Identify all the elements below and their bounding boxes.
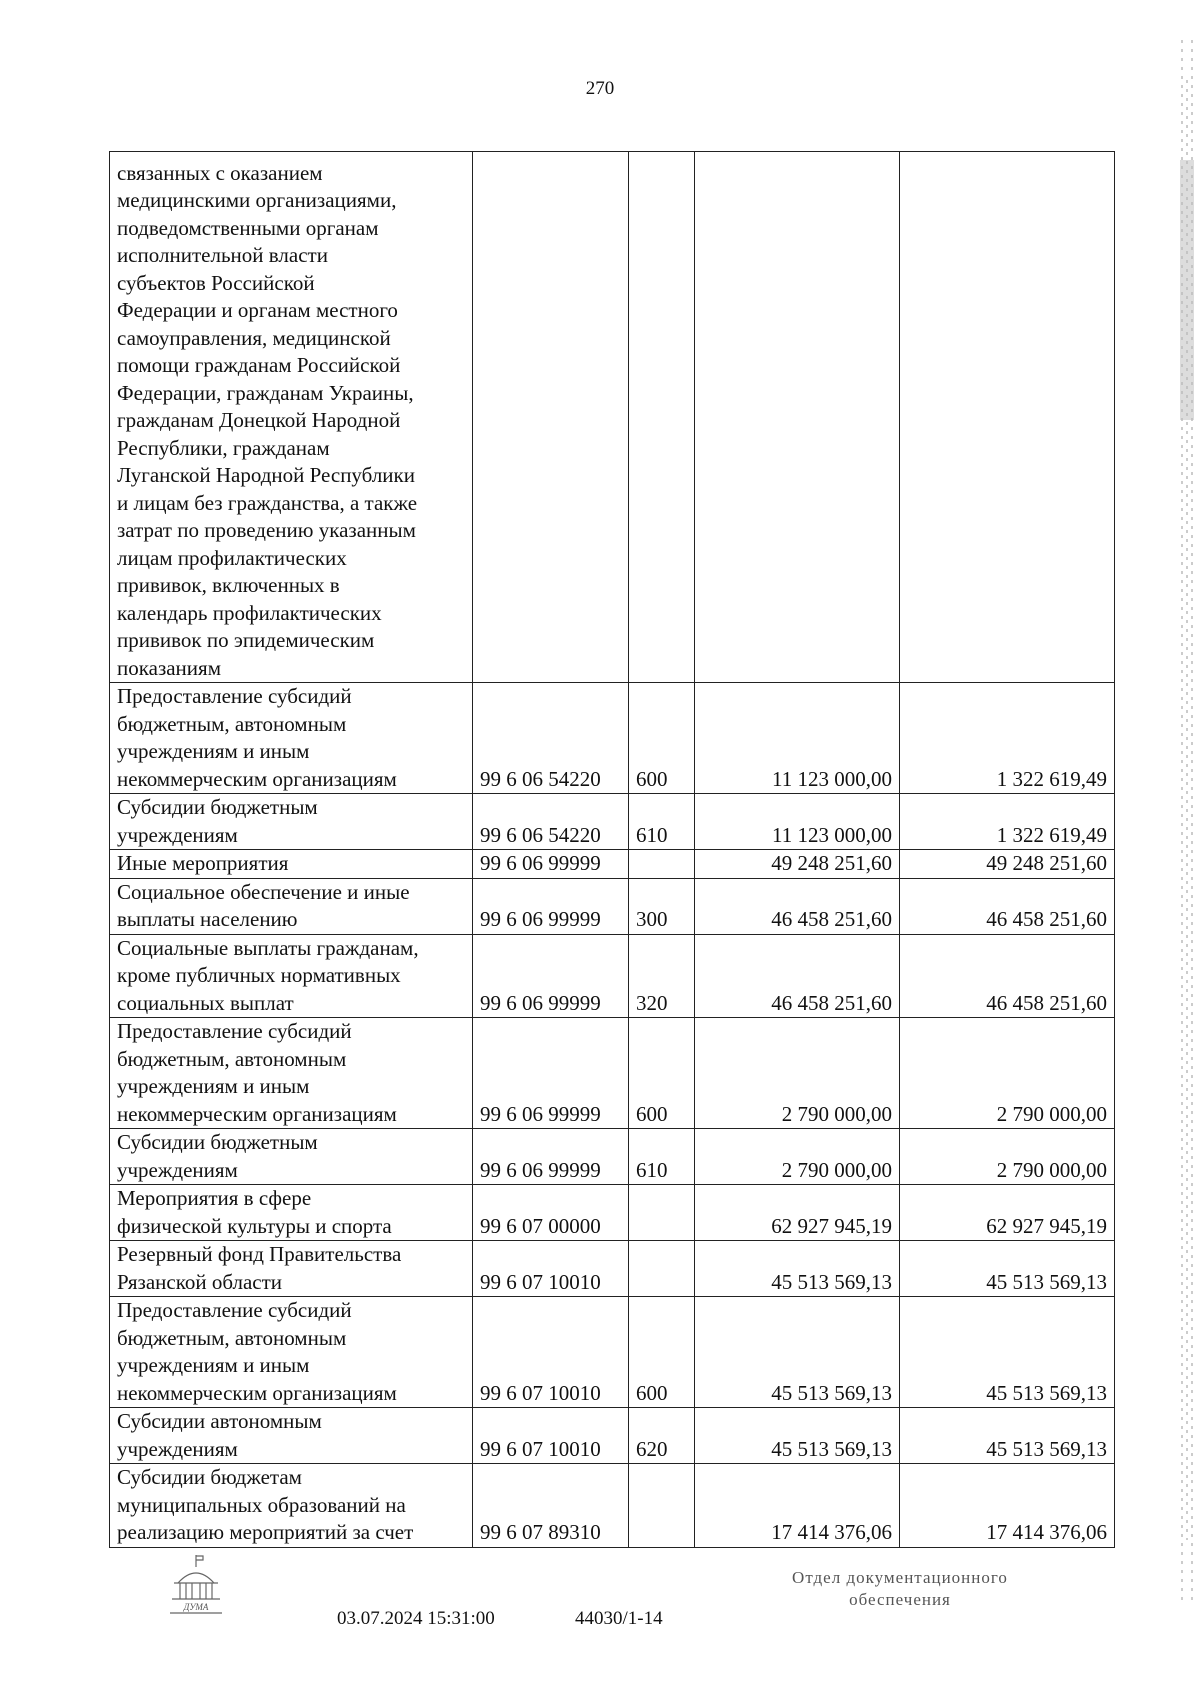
- row-name-cell: [110, 683, 473, 794]
- table-row: [110, 1241, 1115, 1297]
- row-type-cell-text: 600: [636, 1101, 668, 1126]
- row-sum1-cell: [695, 1241, 900, 1297]
- row-name-cell-text: Иные мероприятия: [117, 851, 289, 875]
- row-sum1-cell: [695, 794, 900, 850]
- row-sum1-cell-text: 45 513 569,13: [771, 1269, 892, 1294]
- row-name-cell-text: Мероприятия в сфере физической культуры и спорта: [117, 1186, 392, 1238]
- row-type-cell: [629, 794, 695, 850]
- row-type-cell: [629, 1018, 695, 1129]
- row-code-cell: [473, 1129, 629, 1185]
- row-sum2-cell-text: 17 414 376,06: [986, 1520, 1107, 1544]
- row-name-cell: [110, 1241, 473, 1297]
- row-type-cell-text: 610: [636, 822, 668, 847]
- row-sum2-cell: [900, 1241, 1115, 1297]
- row-sum2-cell: [900, 683, 1115, 794]
- row-code-cell: [473, 794, 629, 850]
- row-type-cell: [629, 1408, 695, 1464]
- row-sum1-cell-text: 2 790 000,00: [781, 1157, 892, 1182]
- row-name-cell-text: Предоставление субсидий бюджетным, автономным учреждениям и иным некоммерческим организациям: [117, 1298, 397, 1405]
- row-sum2-cell: [900, 1408, 1115, 1464]
- row-sum1-cell: [695, 878, 900, 934]
- row-sum1-cell: [695, 1297, 900, 1408]
- table-row: [110, 683, 1115, 794]
- budget-table-body: [110, 152, 1115, 1548]
- stamp-line-2: обеспечения: [849, 1590, 951, 1609]
- row-sum2-cell-text: 45 513 569,13: [986, 1436, 1107, 1461]
- row-name-cell: [110, 1408, 473, 1464]
- row-name-cell-text: Субсидии бюджетным учреждениям: [117, 795, 318, 847]
- row-name-cell: [110, 878, 473, 934]
- row-sum2-cell: [900, 1464, 1115, 1548]
- row-sum2-cell-text: 49 248 251,60: [986, 851, 1107, 875]
- row-type-cell: [629, 850, 695, 879]
- row-code-cell-text: 99 6 06 99999: [480, 851, 601, 875]
- row-sum1-cell-text: 45 513 569,13: [771, 1380, 892, 1405]
- row-sum1-cell-text: 49 248 251,60: [771, 851, 892, 875]
- row-code-cell-text: 99 6 07 10010: [480, 1380, 601, 1405]
- row-name-cell-text: Предоставление субсидий бюджетным, автономным учреждениям и иным некоммерческим организациям: [117, 1019, 397, 1126]
- row-sum2-cell: [900, 934, 1115, 1018]
- row-code-cell-text: 99 6 06 54220: [480, 766, 601, 791]
- row-sum2-cell-text: 45 513 569,13: [986, 1269, 1107, 1294]
- row-type-cell-text: 610: [636, 1157, 668, 1182]
- row-sum1-cell: [695, 1408, 900, 1464]
- table-row: [110, 1297, 1115, 1408]
- row-sum2-cell: [900, 152, 1115, 683]
- row-sum1-cell: [695, 683, 900, 794]
- row-name-cell: [110, 152, 473, 683]
- department-stamp: [760, 1567, 1040, 1611]
- row-code-cell: [473, 1018, 629, 1129]
- row-sum1-cell: [695, 152, 900, 683]
- row-code-cell-text: 99 6 07 10010: [480, 1269, 601, 1294]
- row-sum2-cell-text: 46 458 251,60: [986, 907, 1107, 931]
- row-type-cell: [629, 878, 695, 934]
- table-row: [110, 850, 1115, 879]
- scan-edge-artifact: [1178, 40, 1196, 1600]
- row-code-cell: [473, 850, 629, 879]
- row-type-cell: [629, 152, 695, 683]
- stamp-line-1: Отдел документационного: [792, 1568, 1008, 1587]
- row-name-cell: [110, 1185, 473, 1241]
- logo-text: ДУМА: [183, 1602, 209, 1612]
- table-row: [110, 1408, 1115, 1464]
- row-sum2-cell-text: 2 790 000,00: [996, 1101, 1107, 1126]
- row-code-cell-text: 99 6 06 99999: [480, 1101, 601, 1126]
- row-sum2-cell: [900, 1129, 1115, 1185]
- row-type-cell: [629, 1464, 695, 1548]
- row-sum1-cell-text: 45 513 569,13: [771, 1436, 892, 1461]
- duma-building-icon: [168, 1553, 224, 1615]
- row-type-cell: [629, 1129, 695, 1185]
- row-code-cell: [473, 683, 629, 794]
- row-name-cell: [110, 794, 473, 850]
- row-name-cell-text: Предоставление субсидий бюджетным, автономным учреждениям и иным некоммерческим организациям: [117, 684, 397, 791]
- row-code-cell: [473, 1297, 629, 1408]
- row-name-cell-text: Социальные выплаты гражданам, кроме публичных нормативных социальных выплат: [117, 935, 419, 1015]
- row-type-cell: [629, 1297, 695, 1408]
- row-code-cell-text: 99 6 07 00000: [480, 1213, 601, 1238]
- row-sum1-cell: [695, 1185, 900, 1241]
- table-row: [110, 1018, 1115, 1129]
- row-sum2-cell-text: 45 513 569,13: [986, 1380, 1107, 1405]
- table-row: [110, 794, 1115, 850]
- table-row: [110, 1185, 1115, 1241]
- row-sum2-cell: [900, 850, 1115, 879]
- budget-table: [109, 151, 1115, 1548]
- row-type-cell-text: 320: [636, 990, 668, 1015]
- row-sum2-cell-text: 1 322 619,49: [996, 822, 1107, 847]
- row-code-cell-text: 99 6 06 54220: [480, 822, 601, 847]
- row-code-cell-text: 99 6 06 99999: [480, 990, 601, 1015]
- row-code-cell: [473, 1241, 629, 1297]
- row-sum1-cell-text: 62 927 945,19: [771, 1213, 892, 1238]
- row-sum1-cell-text: 46 458 251,60: [771, 907, 892, 931]
- row-name-cell: [110, 1129, 473, 1185]
- row-code-cell: [473, 1464, 629, 1548]
- row-code-cell-text: 99 6 07 89310: [480, 1520, 601, 1544]
- row-sum2-cell-text: 46 458 251,60: [986, 990, 1107, 1015]
- row-name-cell: [110, 934, 473, 1018]
- row-code-cell-text: 99 6 06 99999: [480, 907, 601, 931]
- table-row: [110, 1129, 1115, 1185]
- row-sum2-cell: [900, 1018, 1115, 1129]
- row-sum2-cell: [900, 1185, 1115, 1241]
- row-code-cell: [473, 934, 629, 1018]
- row-type-cell-text: 600: [636, 766, 668, 791]
- table-row: [110, 152, 1115, 683]
- row-name-cell-text: Субсидии автономным учреждениям: [117, 1409, 322, 1461]
- row-sum1-cell: [695, 850, 900, 879]
- row-sum1-cell-text: 11 123 000,00: [772, 822, 892, 847]
- row-code-cell: [473, 152, 629, 683]
- row-type-cell: [629, 1185, 695, 1241]
- row-code-cell: [473, 1408, 629, 1464]
- row-sum1-cell: [695, 1018, 900, 1129]
- row-sum1-cell-text: 17 414 376,06: [771, 1520, 892, 1544]
- row-name-cell-text: связанных с оказанием медицинскими организациями, подведомственными органам исполнительной власти субъектов Российской Федерации и органам местного самоуправления, медицинской помощи гражданам Российской Федерации, гражданам Украины, гражданам Донецкой Народной Республики, гражданам Луганской Народной Республики и лицам без гражданства, а также затрат по проведению указанным лицам профилактических прививок, включенных в календарь профилактических прививок по эпидемическим показаниям: [117, 160, 418, 680]
- row-sum2-cell-text: 62 927 945,19: [986, 1213, 1107, 1238]
- row-type-cell: [629, 683, 695, 794]
- table-row: [110, 934, 1115, 1018]
- row-sum1-cell: [695, 934, 900, 1018]
- row-code-cell: [473, 1185, 629, 1241]
- row-type-cell-text: 620: [636, 1436, 668, 1461]
- row-name-cell-text: Субсидии бюджетным учреждениям: [117, 1130, 318, 1182]
- row-sum1-cell-text: 11 123 000,00: [772, 766, 892, 791]
- row-sum2-cell: [900, 794, 1115, 850]
- row-type-cell: [629, 1241, 695, 1297]
- row-type-cell-text: 300: [636, 907, 668, 931]
- row-sum2-cell: [900, 878, 1115, 934]
- row-sum2-cell: [900, 1297, 1115, 1408]
- table-row: [110, 878, 1115, 934]
- row-name-cell: [110, 1297, 473, 1408]
- row-name-cell: [110, 1464, 473, 1548]
- row-code-cell: [473, 878, 629, 934]
- page-number: 270: [585, 78, 615, 99]
- row-name-cell: [110, 1018, 473, 1129]
- row-sum1-cell-text: 46 458 251,60: [771, 990, 892, 1015]
- footer-reference: 44030/1-14: [575, 1608, 663, 1629]
- row-name-cell-text: Социальное обеспечение и иные выплаты населению: [117, 879, 410, 931]
- row-sum1-cell: [695, 1129, 900, 1185]
- row-sum2-cell-text: 1 322 619,49: [996, 766, 1107, 791]
- row-type-cell: [629, 934, 695, 1018]
- row-name-cell: [110, 850, 473, 879]
- row-name-cell-text: Субсидии бюджетам муниципальных образований на реализацию мероприятий за счет: [117, 1465, 414, 1544]
- table-row: [110, 1464, 1115, 1548]
- row-code-cell-text: 99 6 06 99999: [480, 1157, 601, 1182]
- row-sum2-cell-text: 2 790 000,00: [996, 1157, 1107, 1182]
- row-name-cell-text: Резервный фонд Правительства Рязанской области: [117, 1242, 402, 1294]
- footer-timestamp: 03.07.2024 15:31:00: [337, 1608, 495, 1629]
- row-code-cell-text: 99 6 07 10010: [480, 1436, 601, 1461]
- row-sum1-cell-text: 2 790 000,00: [781, 1101, 892, 1126]
- row-sum1-cell: [695, 1464, 900, 1548]
- row-type-cell-text: 600: [636, 1380, 668, 1405]
